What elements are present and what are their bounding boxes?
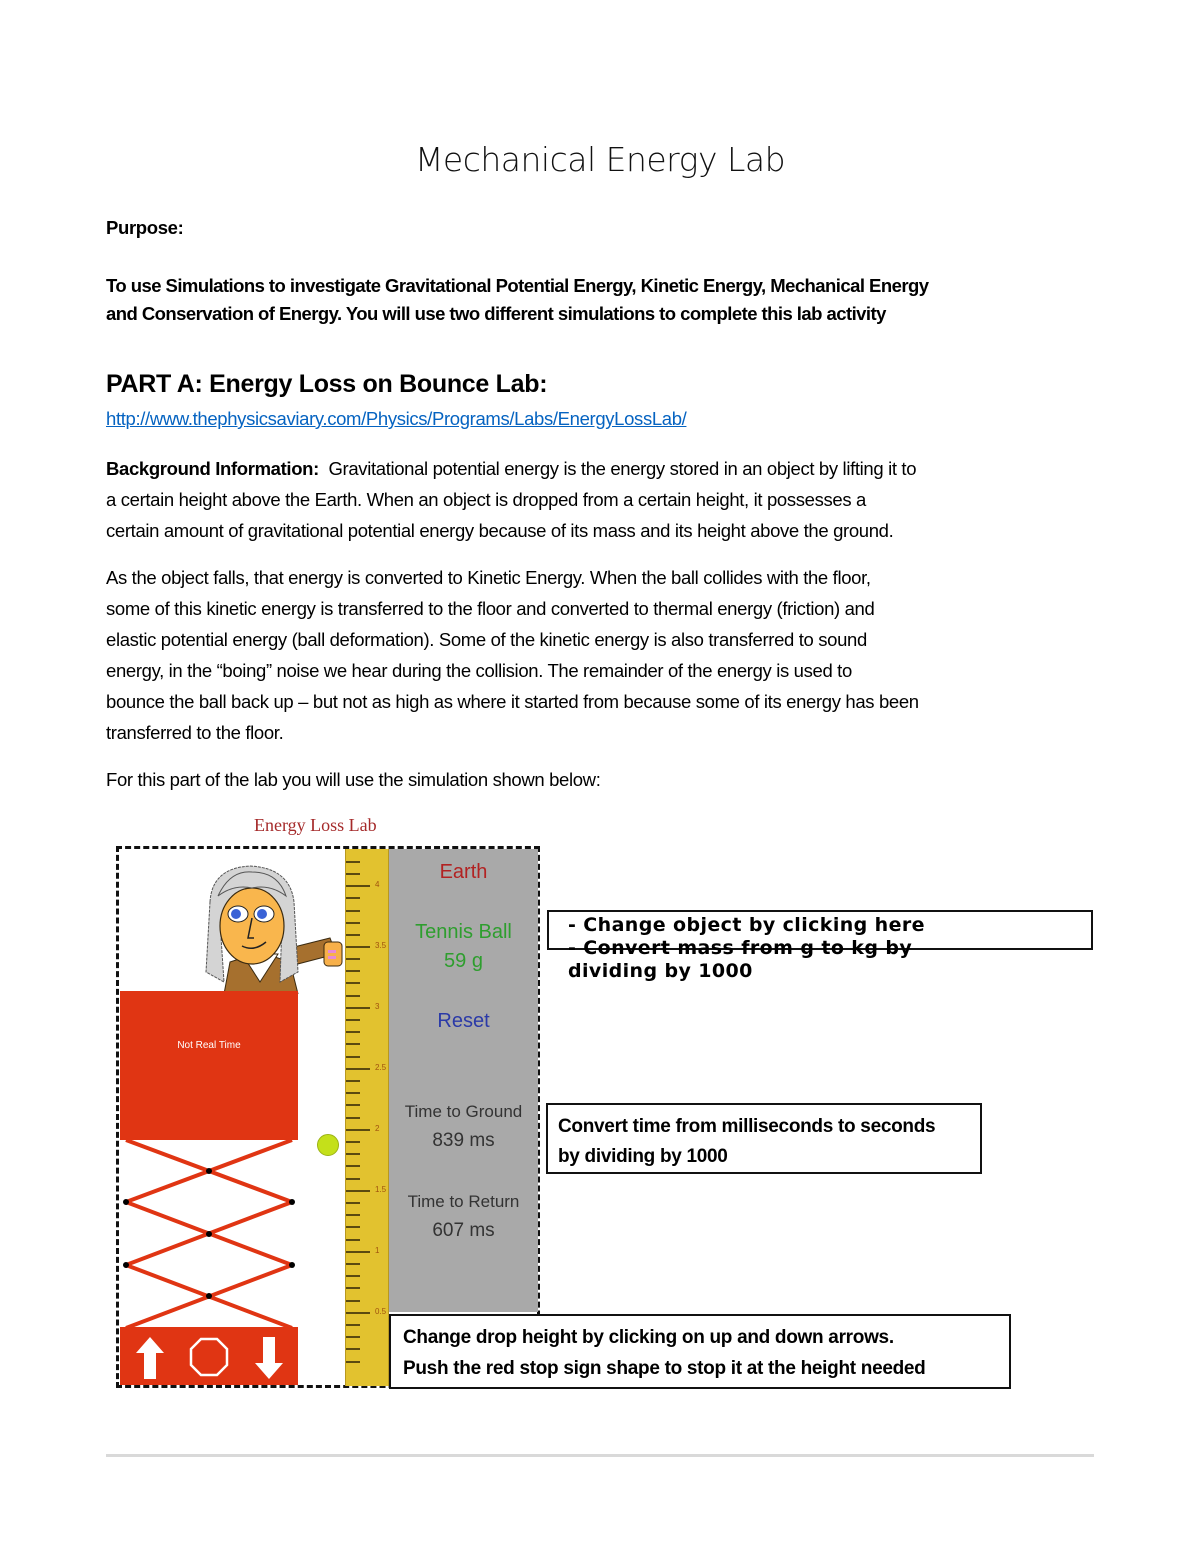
simulation-title: Energy Loss Lab	[254, 815, 377, 835]
planet-selector[interactable]: Earth	[439, 861, 488, 883]
document-title: Mechanical Energy Lab	[414, 140, 786, 179]
lift-platform	[120, 991, 298, 1140]
lift-base	[120, 1327, 298, 1385]
stop-sign-button[interactable]	[189, 1337, 229, 1377]
page-divider	[106, 1454, 1094, 1457]
tennis-ball	[317, 1134, 339, 1156]
background-label: Background Information:	[106, 458, 319, 479]
scissor-lift-icon	[120, 1140, 298, 1328]
up-arrow-button[interactable]	[134, 1335, 166, 1381]
energy-loss-lab-link[interactable]: http://www.thephysicsaviary.com/Physics/Programs/Labs/EnergyLossLab/	[106, 408, 687, 429]
time-to-ground-value: 839 ms	[432, 1130, 495, 1151]
object-mass: 59 g	[444, 950, 483, 972]
purpose-line-2: and Conservation of Energy. You will use two different simulations to complete this lab activity	[106, 303, 886, 324]
down-arrow-button[interactable]	[253, 1335, 285, 1381]
purpose-line-1: To use Simulations to investigate Gravitational Potential Energy, Kinetic Energy, Mechanical Energy	[106, 275, 929, 296]
purpose-label: Purpose:	[106, 217, 184, 238]
simulation-control-panel	[389, 849, 538, 1312]
simulation-intro: For this part of the lab you will use the simulation shown below:	[106, 769, 601, 790]
convert-time-callout: Convert time from milliseconds to seconds by dividing by 1000	[546, 1103, 982, 1174]
reset-button[interactable]: Reset	[437, 1010, 490, 1032]
part-a-heading: PART A: Energy Loss on Bounce Lab:	[106, 370, 548, 398]
background-paragraph-2: As the object falls, that energy is converted to Kinetic Energy. When the ball collides with the floor, some of this kinetic energy is transferred to the floor and converted to thermal energy (friction) and elastic potential energy (ball deformation). Some of the kinetic energy is also transferred to sound energy, in the “boing” noise we hear during the collision. The remainder of the energy is used to bounce the ball back up – but not as high as where it started from because some of its energy has been transferred to the floor.	[106, 567, 919, 743]
time-to-return-label: Time to Return	[407, 1192, 520, 1211]
scientist-character-icon	[190, 862, 350, 994]
change-object-callout-text: - Change object by clicking here - Convert mass from g to kg by dividing by 1000	[568, 914, 925, 982]
background-paragraph-1: Background Information: Gravitational potential energy is the energy stored in an object by lifting it to a certain height above the Earth. When an object is dropped from a certain height, it possesses a certain amount of gravitational potential energy because of its mass and its height above the ground.	[106, 458, 917, 541]
drop-height-callout: Change drop height by clicking on up and down arrows. Push the red stop sign shape to stop it at the height needed	[389, 1314, 1011, 1389]
object-selector[interactable]: Tennis Ball	[415, 921, 512, 943]
time-to-ground-label: Time to Ground	[404, 1102, 523, 1121]
time-to-return-value: 607 ms	[432, 1220, 495, 1241]
height-ruler: 4 3.5 3 2.5 2 1.5 1 0.5	[345, 849, 389, 1386]
not-real-time-label: Not Real Time	[177, 1040, 241, 1051]
